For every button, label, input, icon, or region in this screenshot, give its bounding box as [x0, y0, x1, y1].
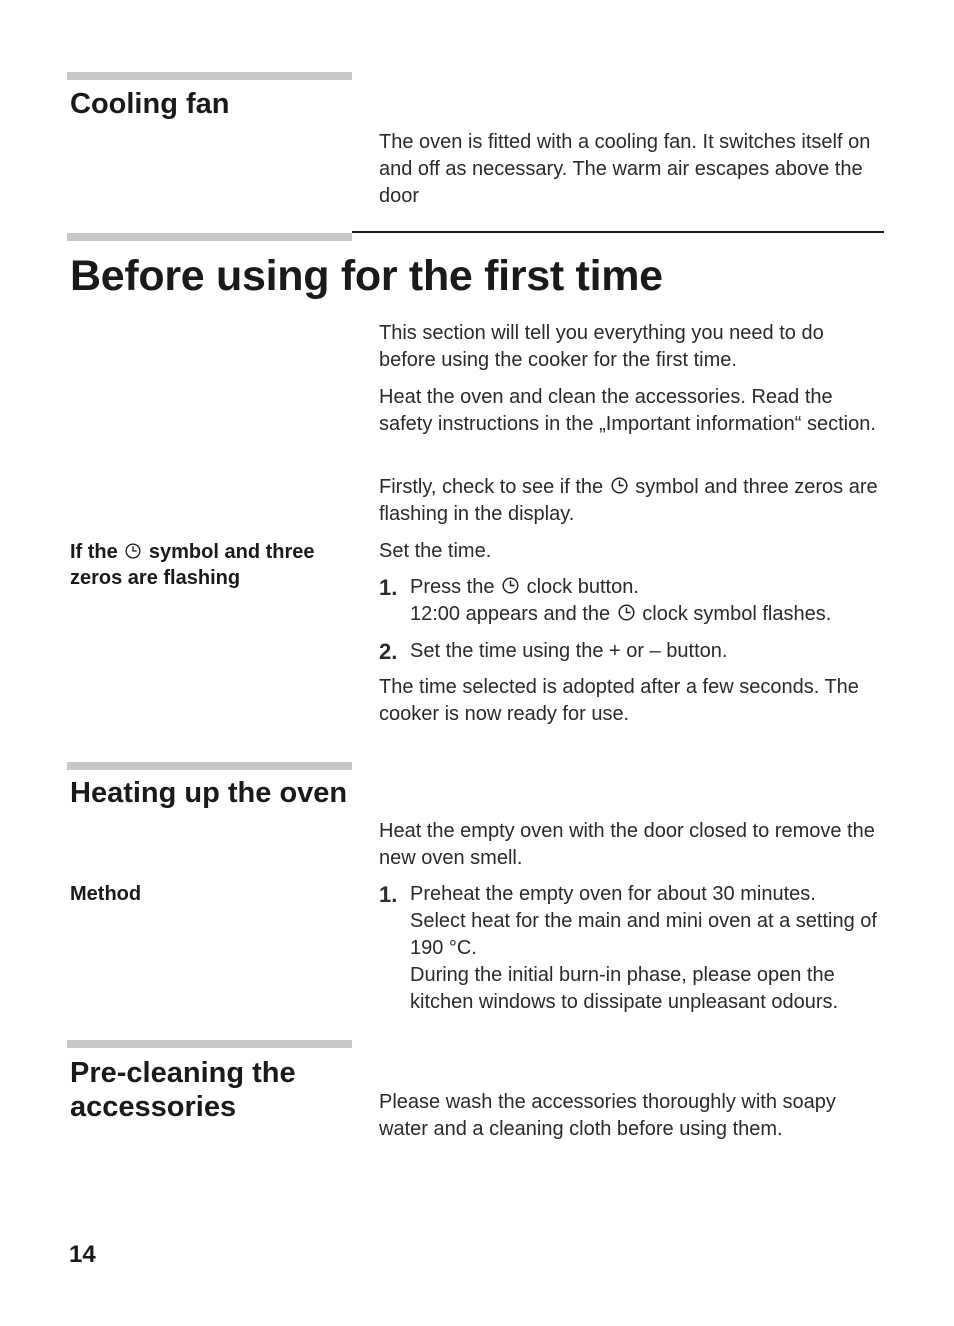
first-time-heat-clean: Heat the oven and clean the accessories. Read the safety instructions in the „Important information“ section. [379, 386, 876, 435]
method-label: Method [70, 883, 142, 905]
clock-icon [502, 577, 519, 594]
first-time-check [379, 474, 879, 528]
check-text-part1: Firstly, check to see if the [379, 476, 604, 498]
step-text: Set the time using the + or – button. [410, 640, 728, 662]
step-text-2: Select heat for the main and mini oven at a setting of 190 °C. [410, 910, 877, 959]
step1-text-part4: clock symbol flashes. [642, 603, 832, 625]
first-time-intro: This section will tell you everything you need to do before using the cooker for the first time. [379, 322, 824, 371]
step1-text-part1: Press the [410, 576, 495, 598]
precleaning-heading: Pre-cleaning the accessories [70, 1057, 296, 1123]
heating-step-1 [379, 881, 879, 1016]
section-bar-precleaning [67, 1040, 352, 1048]
step-number: 1. [379, 575, 398, 600]
first-time-step-1 [379, 574, 879, 628]
clock-icon [618, 604, 635, 621]
step-text [410, 574, 879, 628]
first-time-step-2 [379, 638, 879, 665]
step-number: 1. [379, 882, 398, 907]
heating-text: Heat the empty oven with the door closed to remove the new oven smell. [379, 820, 875, 869]
first-time-heading: Before using for the first time [70, 252, 663, 300]
side-label-flashing [70, 539, 345, 591]
step-number: 2. [379, 639, 398, 664]
first-time-adopted: The time selected is adopted after a few seconds. The cooker is now ready for use. [379, 676, 859, 725]
heating-heading: Heating up the oven [70, 777, 348, 809]
section-bar-cooling-fan [67, 72, 352, 80]
page-number: 14 [69, 1241, 96, 1268]
check-text-part2: symbol and three zeros are flashing in the display. [379, 476, 878, 525]
side-label-part2: symbol and three zeros are flashing [70, 541, 315, 589]
cooling-fan-text: The oven is fitted with a cooling fan. It switches itself on and off as necessary. The warm air escapes above the door [379, 131, 871, 207]
section-bar-heating [67, 762, 352, 770]
step-text-1: Preheat the empty oven for about 30 minutes. [410, 883, 816, 905]
side-label-part1: If the [70, 541, 118, 563]
clock-icon [611, 477, 628, 494]
set-time-text: Set the time. [379, 540, 492, 562]
step-text-3: During the initial burn-in phase, please open the kitchen windows to dissipate unpleasant odours. [410, 964, 839, 1013]
step1-text-part2: clock button. [526, 576, 639, 598]
precleaning-text: Please wash the accessories thoroughly with soapy water and a cleaning cloth before using them. [379, 1091, 836, 1140]
step1-text-part3: 12:00 appears and the [410, 603, 611, 625]
clock-icon [125, 543, 141, 559]
section-rule-first-time [352, 231, 884, 233]
section-bar-first-time [67, 233, 352, 241]
cooling-fan-heading: Cooling fan [70, 88, 230, 120]
